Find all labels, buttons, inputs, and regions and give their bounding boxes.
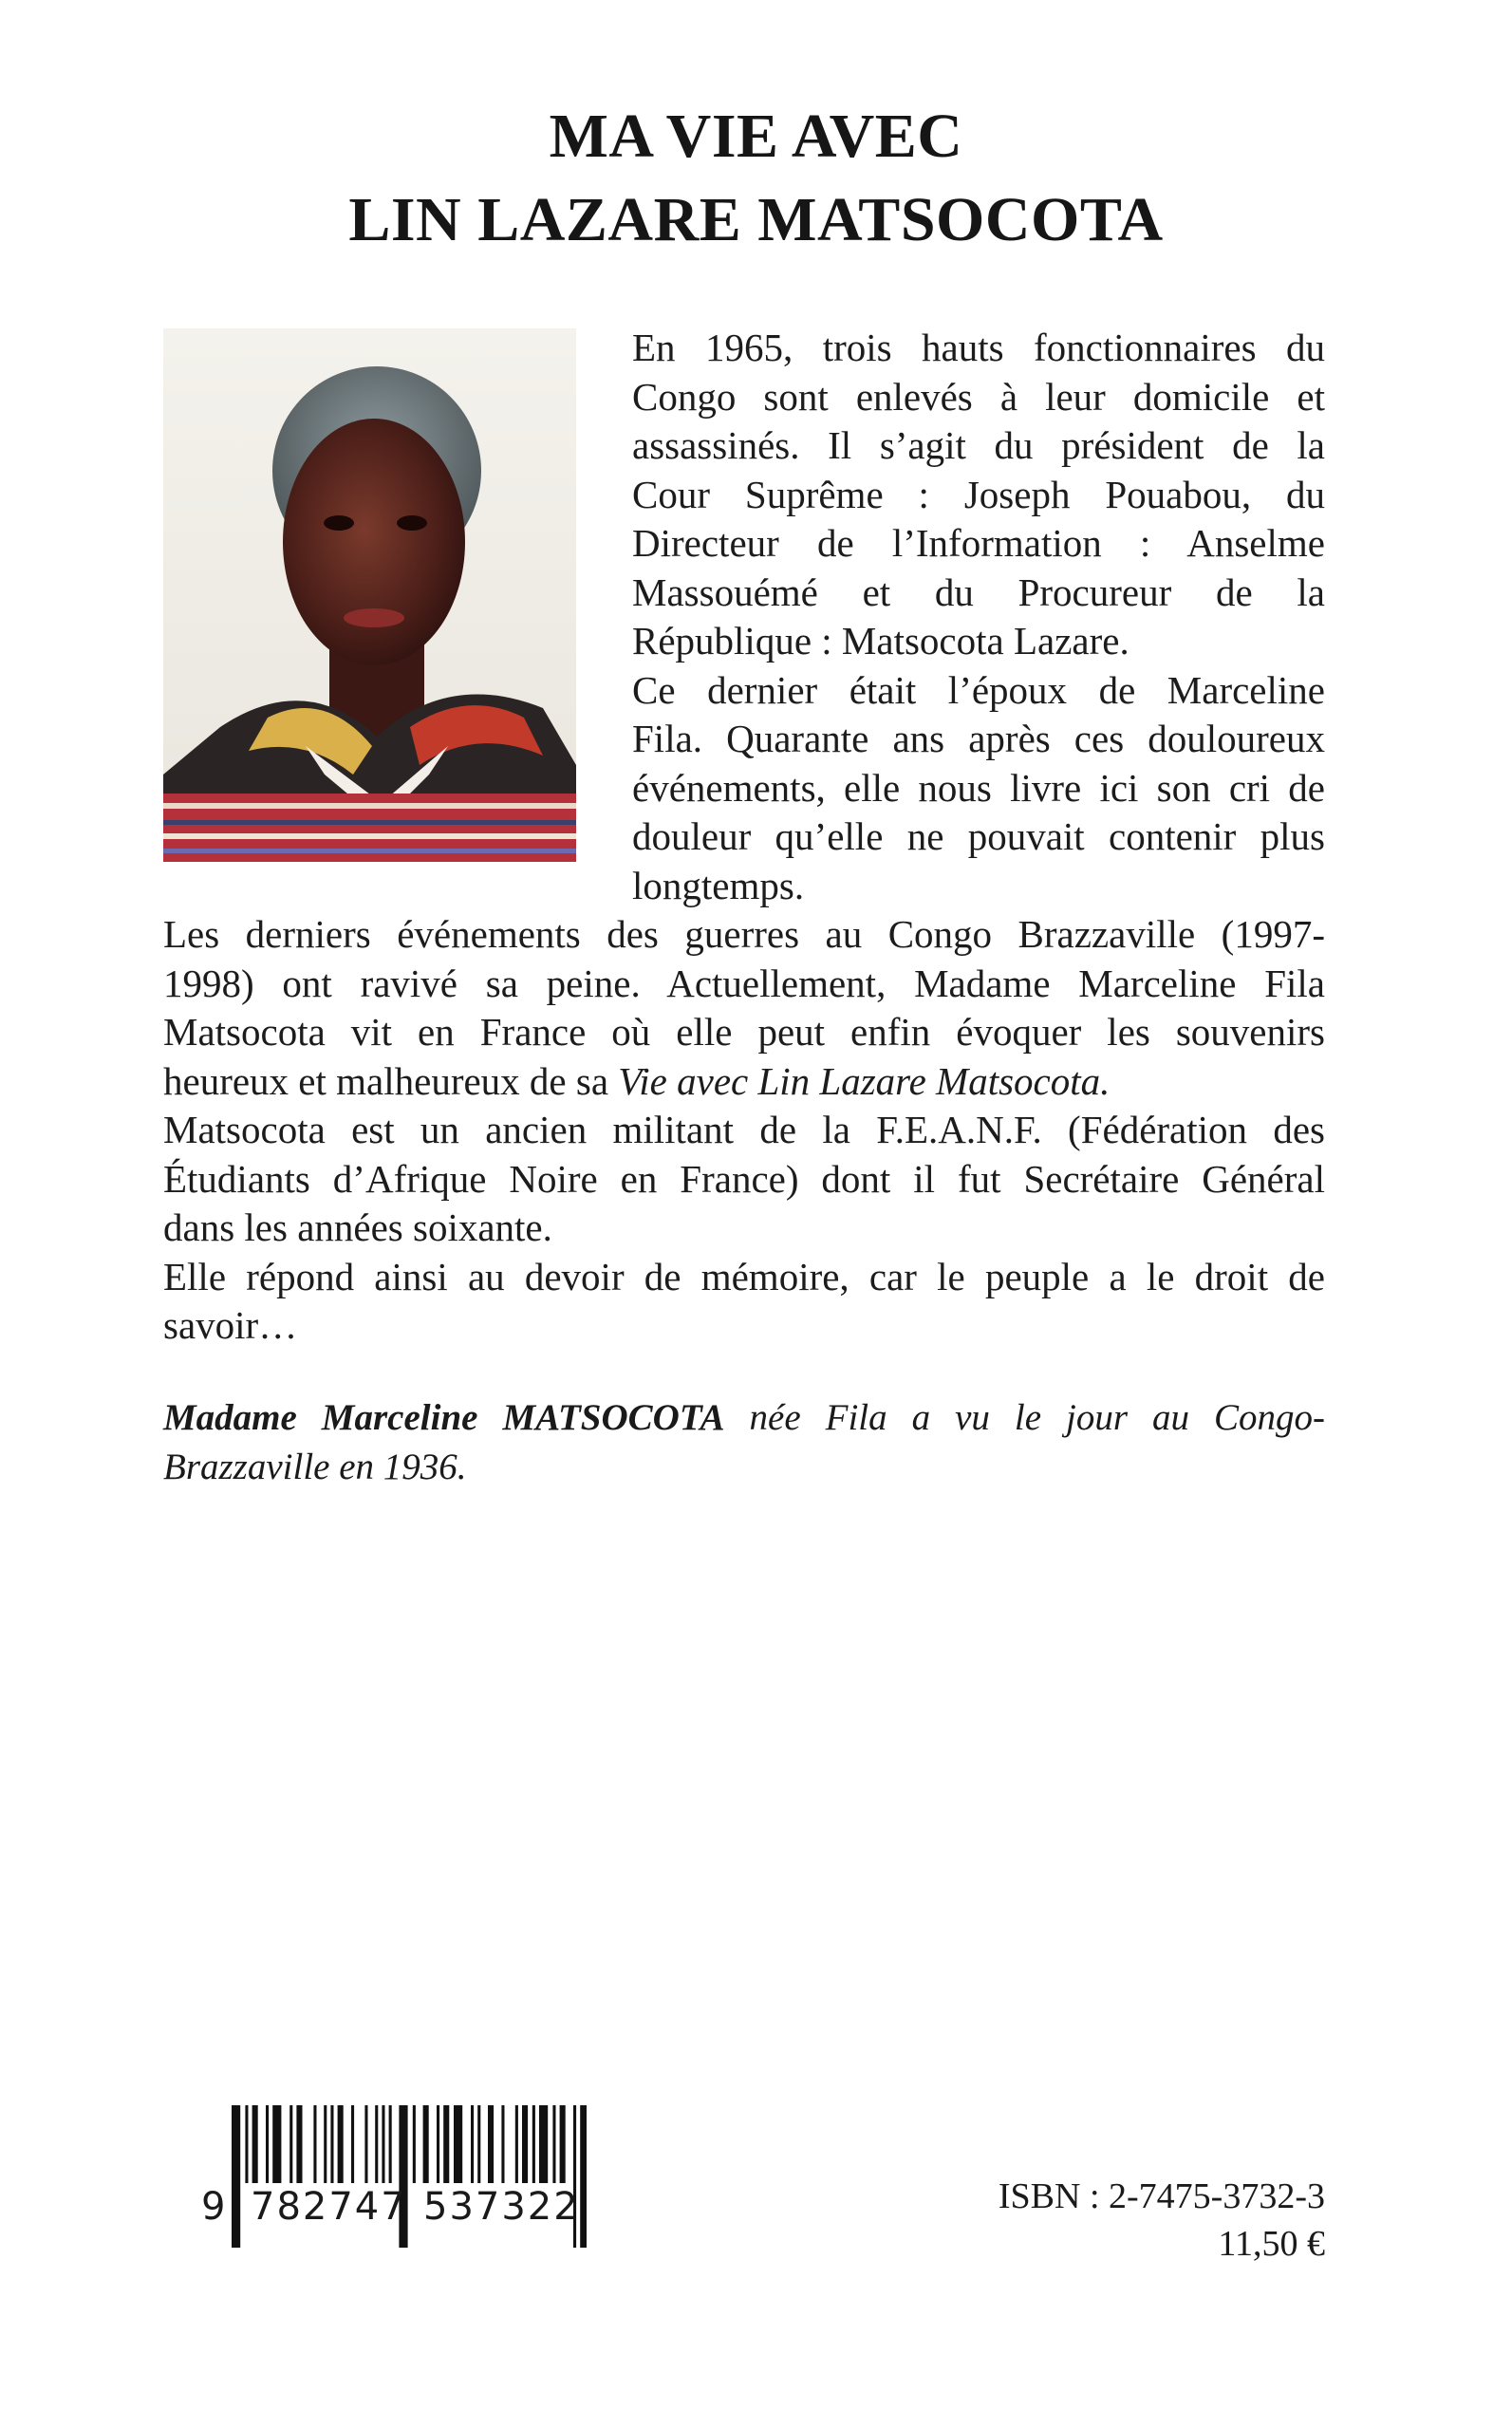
text-line: savoir… — [163, 1303, 298, 1347]
barcode-bar — [443, 2105, 449, 2183]
barcode-bar — [389, 2105, 392, 2183]
text-line: République : Matsocota Lazare. — [632, 619, 1129, 663]
main-paragraph-1 — [163, 910, 1325, 1106]
text-line: Les derniers événements des guerres au Congo Brazzaville (1997- — [163, 912, 1325, 956]
barcode-bar — [471, 2105, 474, 2183]
barcode-lead-digit: 9 — [201, 2185, 228, 2229]
barcode-bar — [324, 2105, 327, 2183]
barcode-bar — [330, 2105, 333, 2183]
intro-paragraph-1 — [632, 324, 1325, 666]
barcode-bar — [560, 2105, 566, 2183]
text-line: événements, elle nous livre ici son cri de — [632, 765, 1325, 810]
text-line: En 1965, trois hauts fonctionnaires du — [632, 326, 1325, 369]
text-line: Directeur de l’Information : Anselme — [632, 521, 1325, 565]
title-line-2: LIN LAZARE MATSOCOTA — [348, 185, 1164, 254]
text-line: longtemps. — [632, 863, 805, 907]
text-line: Matsocota vit en France où elle peut enfin évoquer les souvenirs — [163, 1010, 1325, 1054]
text-line: Cour Suprême : Joseph Pouabou, du — [632, 472, 1325, 516]
barcode-bar — [413, 2105, 416, 2183]
isbn-number: ISBN : 2-7475-3732-3 — [998, 2176, 1325, 2216]
text-line: douleur qu’elle ne pouvait contenir plus — [632, 814, 1325, 858]
barcode-bar — [477, 2105, 480, 2183]
barcode-bar — [364, 2105, 367, 2183]
text-line — [163, 1393, 1325, 1443]
barcode-group-2: 537322 — [423, 2185, 580, 2229]
intro-paragraph-2 — [632, 666, 1325, 911]
text-line: Matsocota est un ancien militant de la F.E.A.N.F. (Fédération des — [163, 1108, 1325, 1151]
text-line: Congo sont enlevés à leur domicile et — [632, 374, 1325, 419]
barcode-group-1: 782747 — [251, 2185, 407, 2229]
text-line: Elle répond ainsi au devoir de mémoire, car le peuple a le droit de — [163, 1254, 1325, 1298]
text-line: Fila. Quarante ans après ces douloureux — [632, 717, 1325, 760]
barcode-bar — [454, 2105, 462, 2183]
text-line: Ce dernier était l’époux de Marceline — [632, 667, 1325, 712]
author-portrait — [163, 328, 576, 862]
title-line-1: MA VIE AVEC — [549, 102, 963, 171]
barcode-bar — [289, 2105, 292, 2183]
barcode-bar — [266, 2105, 269, 2183]
barcode-bar — [437, 2105, 439, 2183]
barcode-bar — [515, 2105, 518, 2183]
barcode-bar — [501, 2105, 504, 2183]
isbn-block — [999, 2173, 1325, 2268]
barcode-bar — [296, 2105, 302, 2183]
author-name: Madame Marceline MATSOCOTA — [163, 1397, 725, 1438]
book-title-inline: Vie avec Lin Lazare Matsocota. — [618, 1058, 1111, 1103]
barcode-digits — [203, 2185, 587, 2242]
barcode-bar — [522, 2105, 528, 2183]
text-segment: née Fila a vu le jour au Congo- — [724, 1397, 1326, 1438]
barcode-bar — [313, 2105, 316, 2183]
text-line: Étudiants d’Afrique Noire en France) dont il fut Secrétaire Général — [163, 1156, 1325, 1201]
barcode-bar — [375, 2105, 378, 2183]
main-paragraph-3 — [163, 1253, 1325, 1351]
text-line: Brazzaville en 1936. — [163, 1447, 467, 1487]
main-paragraph-2 — [163, 1106, 1325, 1253]
main-text — [163, 910, 1325, 1351]
text-segment: heureux et malheureux de sa — [163, 1058, 619, 1103]
barcode-bar — [272, 2105, 281, 2183]
barcode-bar — [532, 2105, 535, 2183]
barcode-bar — [488, 2105, 494, 2183]
barcode-bar — [423, 2105, 429, 2183]
book-title — [0, 95, 1512, 262]
barcode-bar — [552, 2105, 555, 2183]
barcode-bar — [252, 2105, 258, 2183]
barcode-bar — [382, 2105, 384, 2183]
text-line — [163, 1057, 1325, 1107]
barcode-bar — [338, 2105, 344, 2183]
price: 11,50 € — [1218, 2224, 1325, 2264]
barcode-bar — [539, 2105, 548, 2183]
text-line: dans les années soixante. — [163, 1205, 552, 1249]
intro-text — [632, 324, 1325, 910]
text-line: 1998) ont ravivé sa peine. Actuellement, Madame Marceline Fila — [163, 961, 1325, 1005]
portrait-icon — [163, 328, 576, 862]
barcode-bar — [351, 2105, 354, 2183]
text-line: assassinés. Il s’agit du président de la — [632, 423, 1325, 467]
author-bio — [163, 1393, 1325, 1492]
text-line: Massouémé et du Procureur de la — [632, 570, 1325, 614]
barcode-bar — [245, 2105, 248, 2183]
